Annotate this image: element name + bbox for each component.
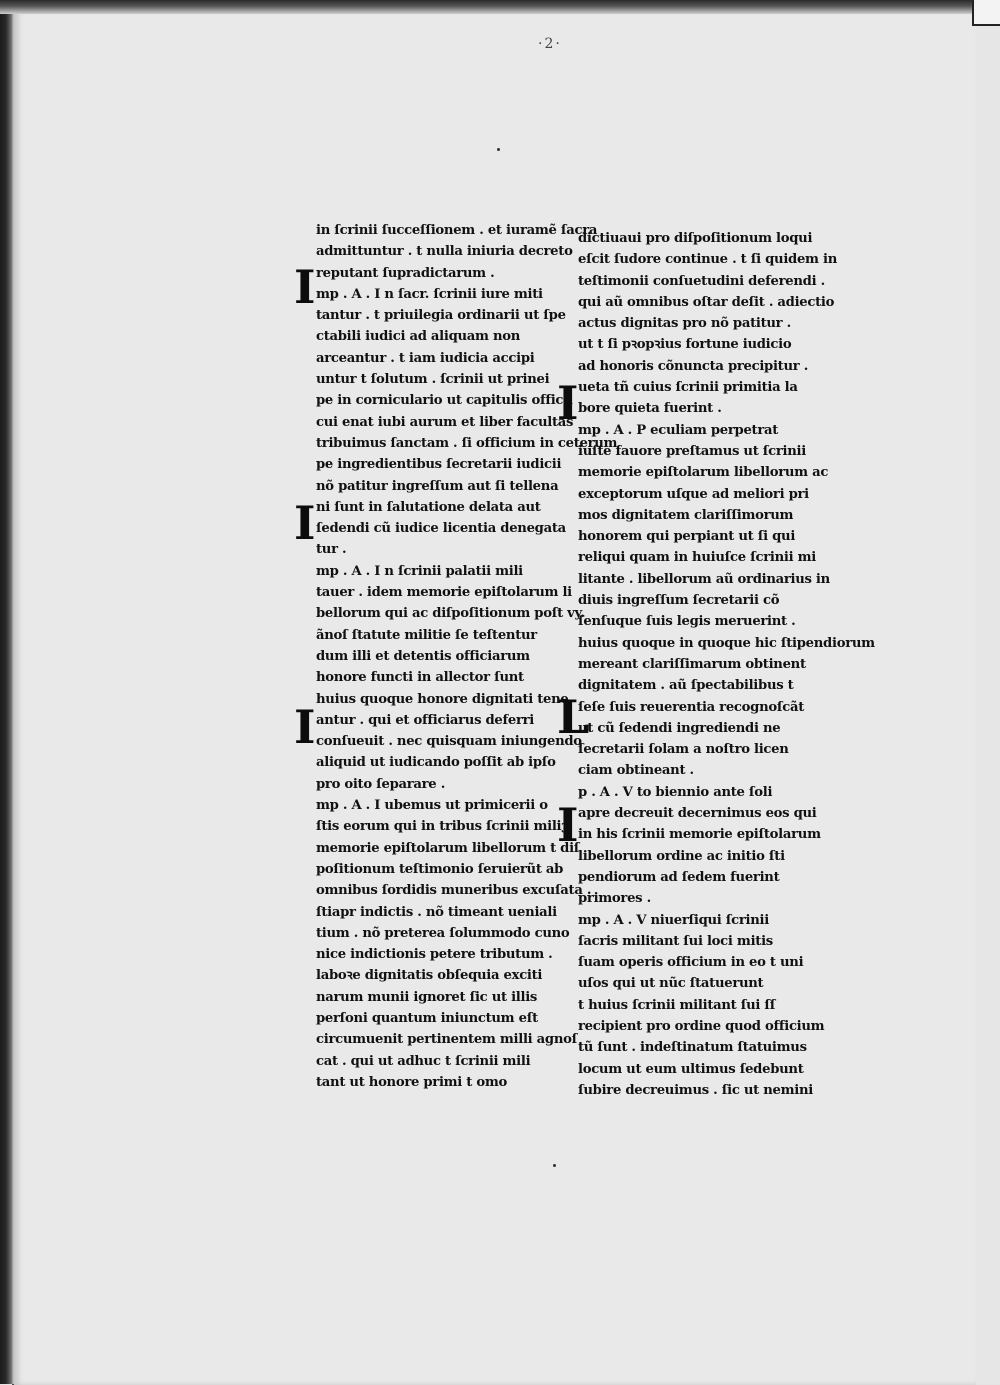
right-column-line: uſos qui ut nũc ſtatuerunt [578,976,764,992]
right-text-column [578,228,875,1098]
right-column-line: ueta tñ cuius ſcrinii primitia la [578,380,798,396]
left-column-line: perſoni quantum iniunctum eſt [316,1010,538,1026]
initial-letter-left-1: I [294,260,316,314]
left-column-line: antur . qui et officiarus deferri [316,712,534,728]
left-column-line: pe ingredientibus ſecretarii iudicii [316,457,562,473]
right-column-line: ſuam operis officium in eo t uni [578,955,804,971]
initial-letter-right-2: L [557,690,590,744]
left-column-line: mp . A . I ubemus ut primicerii o [316,798,548,814]
right-column-line: ad honoris cõnuncta precipitur . [578,358,808,374]
left-column-line: conſueuit . nec quisquam iniungendo [316,734,582,750]
right-column-line: primores . [578,891,651,907]
right-column-line: ut cũ ſedendi ingrediendi ne [578,720,781,736]
right-column-line: ut t ſi pꝛopꝛius fortune iudicio [578,337,792,353]
right-column-line: apre decreuit decernimus eos qui [578,806,817,822]
left-column-line: pe in corniculario ut capitulis officii [316,393,573,409]
right-column-line: iuſte fauore preſtamus ut ſcrinii [578,443,806,459]
left-column-line: bellorum qui ac diſpoſitionum poſt vy. [316,606,585,622]
left-column-line: pro oito ſeparare . [316,776,445,792]
left-column-line: cui enat iubi aurum et liber facultas [316,414,574,430]
left-column-line: huius quoque honore dignitati tene [316,691,569,707]
left-column-line: memorie epiſtolarum libellorum t diſ [316,840,580,856]
right-column-line: libellorum ordine ac initio ſti [578,848,785,864]
initial-letter-right-3: I [557,798,579,852]
left-column-line: tur . [316,542,347,558]
left-column-line: laboꝛe dignitatis obſequia exciti [316,968,543,984]
binding-spine [0,0,14,1384]
right-column-line: reliqui quam in huiuſce ſcrinii mi [578,550,816,566]
left-column-line: ſtis eorum qui in tribus ſcrinii miliʒ [316,819,569,835]
right-column-line: ſubire decreuimus . ſic ut nemini [578,1082,813,1098]
initial-letter-left-3: I [294,700,316,754]
left-column-line: tant ut honore primi t omo [316,1074,508,1090]
right-column-line: ſenſuque ſuis legis meruerint . [578,614,796,630]
left-column-line: untur t ſolutum . ſcrinii ut prinei [316,372,550,388]
right-column-line: ſacris militant ſui loci mitis [578,933,773,949]
left-column-line: dum illi et detentis officiarum [316,648,530,664]
left-column-line: reputant ſupradictarum . [316,265,495,281]
right-column-line: qui aũ omnibus oſtar deſit . adiectio [578,294,835,310]
right-column-line: dignitatem . aũ ſpectabilibus t [578,678,794,694]
right-column-line: teſtimonii conſuetudini deferendi . [578,273,825,289]
right-column-line: mereant clariſſimarum obtinent [578,656,806,672]
left-column-line: mp . A . I n ſcrinii palatii mili [316,563,523,579]
left-column-line: mp . A . I n ſacr. ſcrinii iure miti [316,286,543,302]
left-column-line: ſedendi cũ iudice licentia denegata [316,521,566,537]
right-column-line: p . A . V to biennio ante ſoli [578,784,773,800]
right-column-line: huius quoque in quoque hic ſtipendiorum [578,635,875,651]
right-column-line: diuis ingreſſum ſecretarii cõ [578,593,780,609]
right-column-line: t huius ſcrinii militant ſui ſſ [578,997,776,1013]
left-column-line: circumuenit pertinentem milli agnoſ [316,1032,577,1048]
right-column-line: litante . libellorum aũ ordinarius in [578,571,830,587]
left-column-line: ctabili iudici ad aliquam non [316,329,521,345]
right-column-line: ſeſe ſuis reuerentia recognoſcãt [578,699,804,715]
right-column-line: dictiuaui pro diſpoſitionum loqui [578,231,813,246]
top-page-edge [0,0,1000,14]
right-column-line: tũ ſunt . indeſtinatum ſtatuimus [578,1040,807,1056]
left-column-line: aliquid ut iudicando poſſit ab ipſo [316,755,556,771]
left-column-line: in ſcrinii ſucceſſionem . et iuramẽ ſacra [316,223,598,238]
right-column-line: exceptorum uſque ad meliori pri [578,486,809,502]
initial-letter-right-1: I [557,376,579,430]
left-column-line: omnibus ſordidis muneribus excuſata . [316,883,592,899]
right-column-line: memorie epiſtolarum libellorum ac [578,465,829,481]
right-column-line: pendiorum ad ſedem fuerint [578,869,780,885]
left-column-line: ni ſunt in ſalutatione delata aut [316,499,541,515]
next-leaf-corner [972,0,1000,26]
left-column-line: arceantur . t iam iudicia accipi [316,350,535,366]
left-column-line: tium . nõ preterea ſolummodo cuno [316,925,570,941]
ink-speck [553,1164,556,1167]
left-column-line: honore functi in allector ſunt [316,670,524,686]
right-column-line: ciam obtineant . [578,763,694,779]
left-column-line: ſtiapr indictis . nõ timeant ueniali [316,904,557,920]
left-column-line: ãnoſ ſtatute militie ſe teſtentur [316,627,537,643]
right-column-line: locum ut eum ultimus ſedebunt [578,1061,804,1077]
left-column-line: tantur . t priuilegia ordinarii ut ſpe [316,308,566,324]
right-column-line: eſcit ſudore continue . t ſi quidem in [578,252,837,268]
initial-letter-left-2: I [294,496,316,550]
right-column-line: actus dignitas pro nõ patitur . [578,316,791,332]
left-column-line: cat . qui ut adhuc t ſcrinii mili [316,1053,531,1069]
right-column-line: bore quieta fuerint . [578,401,722,417]
right-column-line: in his ſcrinii memorie epiſtolarum [578,827,821,843]
right-column-line: honorem qui perpiant ut ſi qui [578,529,796,545]
right-column-line: mp . A . V niuerſiqui ſcrinii [578,912,769,928]
right-column-line: mos dignitatem clariſſimorum [578,507,794,523]
folio-mark: ·2· [538,36,562,52]
left-column-line: admittuntur . t nulla iniuria decreto [316,244,573,260]
left-column-line: nice indictionis petere tributum . [316,947,553,963]
left-column-line: narum munii ignoret ſic ut illis [316,989,538,1005]
right-column-line: mp . A . P eculiam perpetrat [578,422,779,438]
right-column-line: recipient pro ordine quod officium [578,1018,825,1034]
left-column-line: tauer . idem memorie epiſtolarum li [316,585,572,601]
ink-speck [497,148,500,151]
left-column-line: tribuimus ſanctam . ſi officium in ceterum [316,435,618,451]
right-column-line: ſecretarii ſolam a noſtro licen [578,742,789,758]
left-column-line: nõ patitur ingreſſum aut ſi tellena [316,478,559,494]
left-column-line: poſitionum teſtimonio ſeruierũt ab [316,861,564,877]
